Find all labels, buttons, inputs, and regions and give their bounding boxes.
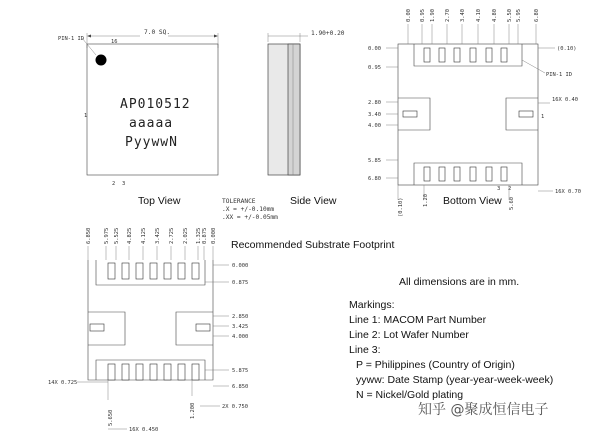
markings-line-2: Line 2: Lot Wafer Number xyxy=(349,329,469,341)
bv-top-dim-3: 2.70 xyxy=(445,9,451,22)
markings-line-3: Line 3: xyxy=(349,344,381,356)
markings-yyww-def: yyww: Date Stamp (year-year-week-week) xyxy=(356,374,554,386)
bottom-view-caption: Bottom View xyxy=(443,195,502,207)
bv-pin2-num: 2 xyxy=(508,186,512,192)
top-view-pin2: 2 xyxy=(112,181,116,187)
fp-top-dim-7: 2.025 xyxy=(183,227,189,244)
fp-right-dim-3: 3.425 xyxy=(232,324,249,330)
side-view-height-dim: 1.90+0.20 xyxy=(311,30,345,37)
fp-top-dim-2: 5.525 xyxy=(114,227,120,244)
top-view xyxy=(58,29,218,207)
fp-top-dim-6: 2.725 xyxy=(169,227,175,244)
fp-top-dim-8: 1.325 xyxy=(196,227,202,244)
markings-p-def: P = Philippines (Country of Origin) xyxy=(356,359,515,371)
bv-bottom-dim-0: (0.10) xyxy=(398,197,404,217)
bv-pin1-label: PIN-1 ID xyxy=(546,72,572,78)
bv-pin3-num: 3 xyxy=(497,186,501,192)
bv-pin1-num: 1 xyxy=(541,114,545,120)
fp-right-pad xyxy=(196,324,210,331)
bv-left-dim-1: 0.95 xyxy=(368,65,381,71)
notes-block xyxy=(349,276,553,401)
bv-bottom-dim-2: 5.60 xyxy=(509,197,515,210)
markings-title: Markings: xyxy=(349,299,395,311)
side-view-caption: Side View xyxy=(290,195,337,207)
markings-line-1: Line 1: MACOM Part Number xyxy=(349,314,487,326)
bv-left-dim-4: 4.00 xyxy=(368,123,381,129)
fp-dim-16x-0450: 16X 0.450 xyxy=(129,427,159,433)
bv-left-dim-3: 3.40 xyxy=(368,112,381,118)
tolerance-line-1: .X = +/-0.10mm xyxy=(222,206,275,213)
bv-top-pads xyxy=(424,48,507,62)
dimensions-note: All dimensions are in mm. xyxy=(399,276,520,288)
fp-top-dim-0: 6.850 xyxy=(86,227,92,244)
marking-line-1: AP010512 xyxy=(120,97,191,112)
fp-right-dim-6: 6.850 xyxy=(232,384,249,390)
tolerance-line-2: .XX = +/-0.05mm xyxy=(222,214,278,221)
bottom-view xyxy=(368,9,581,217)
fp-top-dim-1: 5.975 xyxy=(104,227,110,244)
fp-right-dim-0: 0.000 xyxy=(232,263,249,269)
footprint-title: Recommended Substrate Footprint xyxy=(231,239,395,251)
bv-top-dim-6: 4.80 xyxy=(492,9,498,22)
fp-top-pads xyxy=(108,263,199,279)
bv-left-dim-6: 6.80 xyxy=(368,176,381,182)
bv-left-dim-5: 5.85 xyxy=(368,158,381,164)
bv-top-dim-2: 1.90 xyxy=(430,9,436,22)
bv-top-dim-0: 0.00 xyxy=(406,9,412,22)
fp-right-dim-2: 2.850 xyxy=(232,314,249,320)
pin1-dot-icon xyxy=(96,55,107,66)
bv-top-dim-9: 6.80 xyxy=(534,9,540,22)
fp-bottom-dim-1: 1.200 xyxy=(190,402,196,419)
fp-top-dim-10: 0.000 xyxy=(211,227,217,244)
bv-dim-16x-040: 16X 0.40 xyxy=(552,97,578,103)
top-view-pin1: 1 xyxy=(84,113,88,119)
marking-line-3: PyywwN xyxy=(125,135,178,150)
top-view-pin1-label: PIN-1 ID xyxy=(58,36,84,42)
fp-top-dim-4: 4.125 xyxy=(141,227,147,244)
fp-top-dim-3: 4.825 xyxy=(127,227,133,244)
tolerance-title: TOLERANCE xyxy=(222,198,256,205)
fp-top-dim-5: 3.425 xyxy=(155,227,161,244)
bv-right-top-dim: (0.10) xyxy=(557,46,577,52)
bv-dim-16x-070: 16X 0.70 xyxy=(555,189,581,195)
bv-bottom-dim-1: 1.20 xyxy=(423,194,429,207)
bv-bottom-pads xyxy=(424,167,507,181)
bv-right-pad xyxy=(519,111,533,117)
top-view-width-dim: 7.0 SQ. xyxy=(144,29,171,36)
fp-top-dim-9: 0.875 xyxy=(202,227,208,244)
tolerance-note xyxy=(222,198,278,221)
bv-top-dim-4: 3.40 xyxy=(460,9,466,22)
fp-dim-2x-0750: 2X 0.750 xyxy=(222,404,248,410)
fp-right-dim-1: 0.875 xyxy=(232,280,249,286)
fp-bottom-pads xyxy=(108,364,199,380)
bv-top-dim-7: 5.50 xyxy=(507,9,513,22)
bv-top-dim-8: 5.95 xyxy=(516,9,522,22)
bv-left-dim-0: 0.00 xyxy=(368,46,381,52)
bv-left-dim-2: 2.80 xyxy=(368,100,381,106)
bv-top-dim-5: 4.10 xyxy=(476,9,482,22)
marking-line-2: aaaaa xyxy=(129,116,174,131)
markings-n-def: N = Nickel/Gold plating xyxy=(356,389,464,401)
fp-right-dim-5: 5.875 xyxy=(232,368,249,374)
top-view-pin3: 3 xyxy=(122,181,126,187)
top-view-pin16: 16 xyxy=(111,39,118,45)
bv-left-pad xyxy=(403,111,417,117)
substrate-footprint xyxy=(48,228,394,433)
fp-left-pad xyxy=(90,324,104,331)
bv-top-dim-1: 0.95 xyxy=(420,9,426,22)
fp-right-dim-4: 4.000 xyxy=(232,334,249,340)
fp-bottom-dim-0: 5.650 xyxy=(108,409,114,426)
top-view-caption: Top View xyxy=(138,195,181,207)
watermark: 知乎 @聚成恒信电子 xyxy=(418,402,549,418)
fp-dim-14x-0725: 14X 0.725 xyxy=(48,380,78,386)
side-view xyxy=(268,30,345,207)
